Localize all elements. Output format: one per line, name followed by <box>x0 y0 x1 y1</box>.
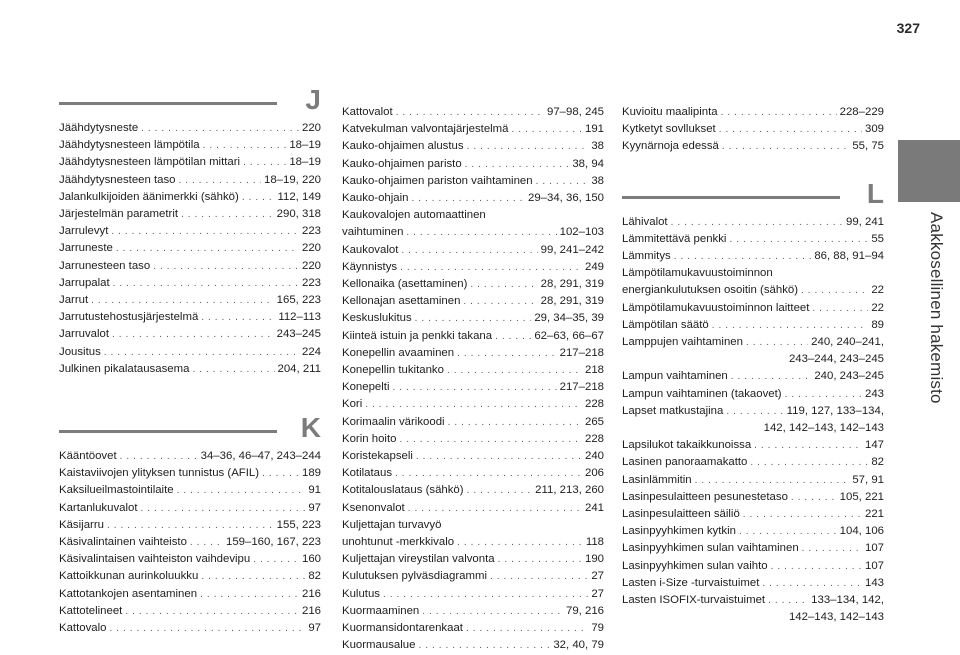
index-entry: Kattovalo . . . 97 <box>59 620 321 637</box>
section-rule <box>59 102 277 105</box>
index-entry: Kuormansidontarenkaat . . . 79 <box>342 620 604 637</box>
index-entry: Konepelti . . . 217–218 <box>342 379 604 396</box>
index-entry: Kellonajan asettaminen . . . 28, 291, 319 <box>342 293 604 310</box>
index-entry: Jarrut . . . 165, 223 <box>59 292 321 309</box>
index-entry: Kauko-ohjaimen alustus . . . 38 <box>342 138 604 155</box>
page-number: 327 <box>896 20 920 36</box>
entries-k <box>59 448 321 637</box>
index-entry: Kuljettajan vireystilan valvonta . . . 190 <box>342 551 604 568</box>
section-rule <box>59 430 277 433</box>
index-entry: Lasinpesulaitteen säiliö . . . 221 <box>622 506 884 523</box>
index-entry: Käsivalintaisen vaihteiston vaihdevipu . . . 160 <box>59 551 321 568</box>
index-entry: Lämmitys . . . 86, 88, 91–94 <box>622 248 884 265</box>
index-entry: Kuormaaminen . . . 79, 216 <box>342 603 604 620</box>
index-entry: Julkinen pikalatausasema . . . 204, 211 <box>59 361 321 378</box>
index-entry: Käsivalintainen vaihteisto . . . 159–160, 167, 223 <box>59 534 321 551</box>
index-entry: Järjestelmän parametrit . . . 290, 318 <box>59 206 321 223</box>
section-letter-l: L <box>866 177 884 209</box>
index-column-2 <box>342 104 604 655</box>
index-entry: Katvekulman valvontajärjestelmä . . . 191 <box>342 121 604 138</box>
index-entry: Lähivalot . . . 99, 241 <box>622 214 884 231</box>
index-entry: Kytketyt sovllukset . . . 309 <box>622 121 884 138</box>
index-entry: Kauko-ohjain . . . 29–34, 36, 150 <box>342 190 604 207</box>
index-entry: Lämpötilan säätö . . . 89 <box>622 317 884 334</box>
index-entry: Kattotankojen asentaminen . . . 216 <box>59 586 321 603</box>
index-entry: Kori . . . 228 <box>342 396 604 413</box>
index-entry: Lasinpyyhkimen kytkin . . . 104, 106 <box>622 523 884 540</box>
index-entry: Lasinen panoraamakatto . . . 82 <box>622 454 884 471</box>
index-entry: Kyynärnoja edessä . . . 55, 75 <box>622 138 884 155</box>
index-entry: Jarrunesteen taso . . . 220 <box>59 258 321 275</box>
index-entry-continuation: 243–244, 243–245 <box>788 353 884 366</box>
index-entry: Konepellin tukitanko . . . 218 <box>342 362 604 379</box>
section-header-k <box>59 408 321 448</box>
section-header-l <box>622 174 884 214</box>
index-entry: Lapsilukot takaikkunoissa . . . 147 <box>622 437 884 454</box>
index-entry: Lasten ISOFIX-turvaistuimet . . . 133–134, 142, <box>622 592 884 609</box>
index-entry: Ksenonvalot . . . 241 <box>342 500 604 517</box>
index-entry: Jarrutustehostusjärjestelmä . . . 112–113 <box>59 309 321 326</box>
index-entry: Kaistaviivojen ylityksen tunnistus (AFIL) . . . 189 <box>59 465 321 482</box>
index-entry: Kauko-ohjaimen paristo . . . 38, 94 <box>342 156 604 173</box>
section-rule <box>622 196 840 199</box>
index-entry: Kartanlukuvalot . . . 97 <box>59 500 321 517</box>
index-entry: Jäähdytysneste . . . 220 <box>59 120 321 137</box>
index-entry: Kotitalouslataus (sähkö) . . . 211, 213, 260 <box>342 482 604 499</box>
index-entry: Kaksilueilmastointilaite . . . 91 <box>59 482 321 499</box>
index-entry: Lapset matkustajina . . . 119, 127, 133–134, <box>622 403 884 420</box>
index-entry: Kotilataus . . . 206 <box>342 465 604 482</box>
section-letter-j: J <box>305 84 321 115</box>
index-entry: Kaukovalot . . . 99, 241–242 <box>342 242 604 259</box>
index-entry: Kellonaika (asettaminen) . . . 28, 291, 319 <box>342 276 604 293</box>
index-entry: Kattovalot . . . 97–98, 245 <box>342 104 604 121</box>
index-entry: Käsijarru . . . 155, 223 <box>59 517 321 534</box>
index-entry: Lasinpesulaitteen pesunestetaso . . . 105, 221 <box>622 489 884 506</box>
index-entry: Jousitus . . . 224 <box>59 344 321 361</box>
index-entry: Keskuslukitus . . . 29, 34–35, 39 <box>342 310 604 327</box>
index-entry: Jäähdytysnesteen lämpötilan mittari . . . 18–19 <box>59 154 321 171</box>
index-entry: Kuormausalue . . . 32, 40, 79 <box>342 637 604 654</box>
index-entry: Kuvioitu maalipinta . . . 228–229 <box>622 104 884 121</box>
index-entry: Kulutuksen pylväsdiagrammi . . . 27 <box>342 568 604 585</box>
index-entry: Koristekapseli . . . 240 <box>342 448 604 465</box>
index-entry: Konepellin avaaminen . . . 217–218 <box>342 345 604 362</box>
index-entry: Lasten i-Size -turvaistuimet . . . 143 <box>622 575 884 592</box>
index-entry: Kattoikkunan aurinkoluukku . . . 82 <box>59 568 321 585</box>
index-entry: energiankulutuksen osoitin (sähkö) . . . 22 <box>622 282 884 299</box>
index-entry-continuation: 142–143, 142–143 <box>788 611 884 624</box>
index-entry: Lampun vaihtaminen . . . 240, 243–245 <box>622 368 884 385</box>
index-entry: Jarruneste . . . 220 <box>59 240 321 257</box>
entries-j <box>59 120 321 378</box>
index-entry: Jäähdytysnesteen taso . . . 18–19, 220 <box>59 172 321 189</box>
tab-marker <box>898 140 960 202</box>
index-entry: Jalankulkijoiden äänimerkki (sähkö) . . . 112, 149 <box>59 189 321 206</box>
index-entry: Lamppujen vaihtaminen . . . 240, 240–241, <box>622 334 884 351</box>
index-column-1 <box>59 80 321 637</box>
index-entry: Kääntöovet . . . 34–36, 46–47, 243–244 <box>59 448 321 465</box>
index-entry: Lasinpyyhkimen sulan vaihto . . . 107 <box>622 558 884 575</box>
side-tab-label: Aakkosellinen hakemisto <box>927 212 946 404</box>
index-entry: Jarruvalot . . . 243–245 <box>59 326 321 343</box>
index-entry: Jäähdytysnesteen lämpötila . . . 18–19 <box>59 137 321 154</box>
section-header-j <box>59 80 321 120</box>
index-entry: Lämpötilamukavuustoiminnon laitteet . . . 22 <box>622 300 884 317</box>
index-entry: Lasinpyyhkimen sulan vaihtaminen . . . 107 <box>622 540 884 557</box>
index-entry-continuation: 142, 142–143, 142–143 <box>763 422 884 435</box>
index-entry: vaihtuminen . . . 102–103 <box>342 224 604 241</box>
index-entry: Kiinteä istuin ja penkki takana . . . 62–63, 66–67 <box>342 328 604 345</box>
index-entry: Kulutus . . . 27 <box>342 586 604 603</box>
index-entry: Korimaalin värikoodi . . . 265 <box>342 414 604 431</box>
index-entry: Lasinlämmitin . . . 57, 91 <box>622 472 884 489</box>
index-entry: Jarrupalat . . . 223 <box>59 275 321 292</box>
index-entry: Lämmitettävä penkki . . . 55 <box>622 231 884 248</box>
index-entry: Korin hoito . . . 228 <box>342 431 604 448</box>
section-side-tab <box>898 0 960 640</box>
index-entry: Käynnistys . . . 249 <box>342 259 604 276</box>
entries-k-continued <box>622 104 884 156</box>
index-entry: Kauko-ohjaimen pariston vaihtaminen . . . 38 <box>342 173 604 190</box>
section-letter-k: K <box>300 412 321 444</box>
index-entry: Lampun vaihtaminen (takaovet) . . . 243 <box>622 386 884 403</box>
index-entry: unohtunut -merkkivalo . . . 118 <box>342 534 604 551</box>
index-entry-line: Kuljettajan turvavyö <box>342 518 442 531</box>
index-entry-line: Lämpötilamukavuustoiminnon <box>622 267 773 280</box>
index-entry: Jarrulevyt . . . 223 <box>59 223 321 240</box>
index-column-3 <box>622 104 884 626</box>
index-entry: Kattotelineet . . . 216 <box>59 603 321 620</box>
index-entry-line: Kaukovalojen automaattinen <box>342 209 486 222</box>
